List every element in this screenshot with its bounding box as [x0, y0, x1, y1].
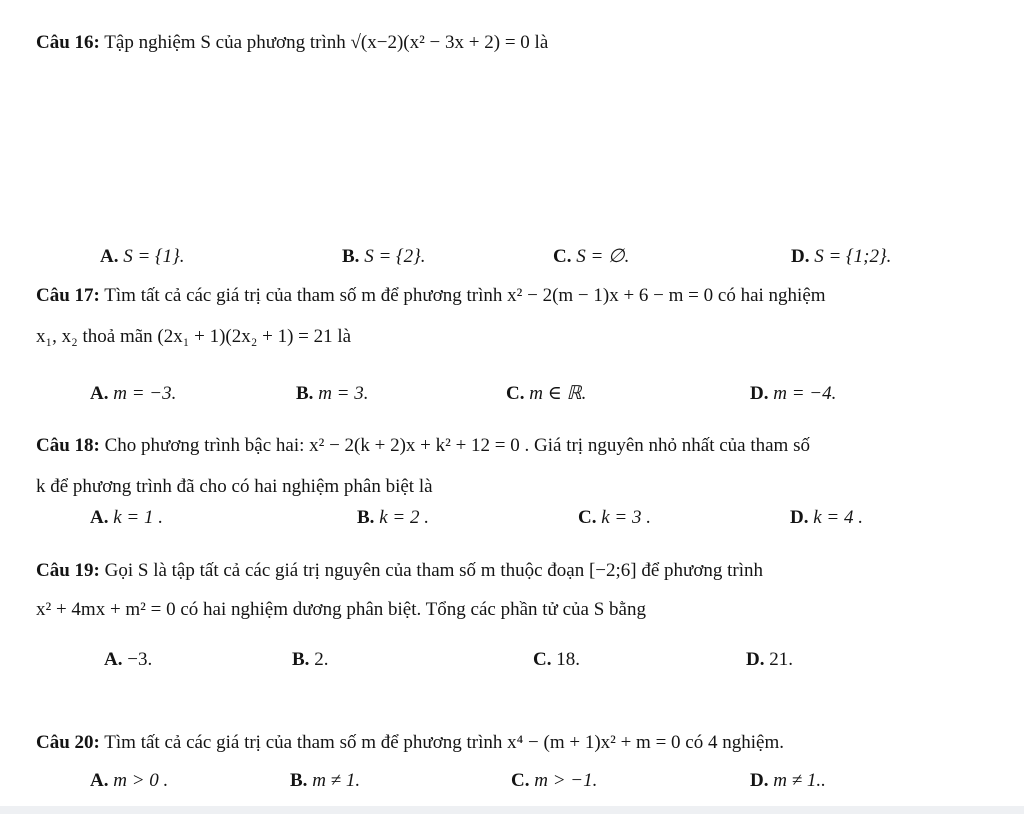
q19-option-a-text: −3.	[127, 649, 153, 670]
q18-label: Câu 18:	[36, 435, 100, 456]
q16-option-b-text: S = {2}.	[364, 246, 426, 267]
q20-option-d-text: m ≠ 1..	[773, 770, 826, 791]
q19-option-a	[104, 648, 152, 672]
q16-option-a-text: S = {1}.	[123, 246, 185, 267]
q20-option-d	[750, 769, 826, 793]
q20-label: Câu 20:	[36, 732, 100, 753]
q17-option-b-text: m = 3.	[318, 383, 369, 404]
q17-line-1: Tìm tất cả các giá trị của tham số m để phương trình x² − 2(m − 1)x + 6 − m = 0 có hai nghiệm	[104, 285, 826, 306]
q16-option-d	[791, 245, 891, 269]
q19-stem-line-2	[36, 598, 646, 622]
page-bottom-band	[0, 806, 1024, 814]
q19-line-1: Gọi S là tập tất cả các giá trị nguyên của tham số m thuộc đoạn [−2;6] để phương trình	[104, 560, 764, 581]
q17-option-c-text: m ∈ ℝ.	[529, 383, 587, 404]
q20-option-c	[511, 769, 597, 793]
q20-option-a	[90, 769, 168, 793]
q17-option-c-letter: C.	[506, 383, 525, 404]
q17-option-d	[750, 382, 836, 406]
q16-option-b-letter: B.	[342, 246, 360, 267]
q16-option-d-text: S = {1;2}.	[814, 246, 892, 267]
q18-option-d	[790, 506, 863, 530]
q20-option-a-text: m > 0 .	[113, 770, 169, 791]
q18-option-b-text: k = 2 .	[379, 507, 429, 528]
q18-stem-line-1	[36, 434, 810, 458]
q19-line-2: x² + 4mx + m² = 0 có hai nghiệm dương phân biệt. Tổng các phần tử của S bằng	[36, 599, 646, 620]
q17-option-b	[296, 382, 368, 406]
q19-option-b	[292, 648, 328, 672]
q16-option-c-text: S = ∅.	[576, 246, 630, 267]
q20-option-a-letter: A.	[90, 770, 109, 791]
q19-option-c-text: 18.	[556, 649, 580, 670]
q19-option-c	[533, 648, 580, 672]
q16-option-d-letter: D.	[791, 246, 810, 267]
q19-option-d	[746, 648, 793, 672]
q17-label: Câu 17:	[36, 285, 100, 306]
q18-line-2: k để phương trình đã cho có hai nghiệm phân biệt là	[36, 476, 433, 497]
q19-stem-line-1	[36, 559, 763, 583]
q18-option-c-letter: C.	[578, 507, 597, 528]
q18-option-a	[90, 506, 163, 530]
q17-line-2: x₁, x₂ thoả mãn (2x₁ + 1)(2x₂ + 1) = 21 là	[36, 326, 352, 347]
q18-stem-line-2	[36, 475, 433, 499]
q20-stem	[36, 731, 784, 755]
q16-option-c-letter: C.	[553, 246, 572, 267]
q16-option-a-letter: A.	[100, 246, 119, 267]
q17-option-a	[90, 382, 176, 406]
q17-option-c	[506, 382, 586, 406]
q18-option-d-letter: D.	[790, 507, 809, 528]
q20-option-b	[290, 769, 360, 793]
q17-option-b-letter: B.	[296, 383, 314, 404]
q16-stem	[36, 31, 548, 55]
q18-option-d-text: k = 4 .	[813, 507, 863, 528]
q17-option-a-letter: A.	[90, 383, 109, 404]
q18-option-c-text: k = 3 .	[601, 507, 651, 528]
q19-option-c-letter: C.	[533, 649, 552, 670]
q18-option-a-text: k = 1 .	[113, 507, 163, 528]
q17-option-a-text: m = −3.	[113, 383, 177, 404]
q16-option-c	[553, 245, 629, 269]
q20-option-c-letter: C.	[511, 770, 530, 791]
q20-option-b-letter: B.	[290, 770, 308, 791]
q17-option-d-letter: D.	[750, 383, 769, 404]
q16-line-1: Tập nghiệm S của phương trình √(x−2)(x² − 3x + 2) = 0 là	[104, 32, 549, 53]
q17-stem-line-1	[36, 284, 826, 308]
q19-label: Câu 19:	[36, 560, 100, 581]
q18-line-1: Cho phương trình bậc hai: x² − 2(k + 2)x + k² + 12 = 0 . Giá trị nguyên nhỏ nhất của tham số	[104, 435, 810, 456]
q16-label: Câu 16:	[36, 32, 100, 53]
q17-option-d-text: m = −4.	[773, 383, 837, 404]
q18-option-b-letter: B.	[357, 507, 375, 528]
q17-stem-line-2	[36, 325, 351, 349]
q20-option-d-letter: D.	[750, 770, 769, 791]
q20-option-c-text: m > −1.	[534, 770, 598, 791]
q19-option-b-text: 2.	[314, 649, 329, 670]
q19-option-b-letter: B.	[292, 649, 310, 670]
q19-option-d-text: 21.	[769, 649, 793, 670]
q18-option-a-letter: A.	[90, 507, 109, 528]
q19-option-d-letter: D.	[746, 649, 765, 670]
q19-option-a-letter: A.	[104, 649, 123, 670]
q16-option-b	[342, 245, 425, 269]
q18-option-c	[578, 506, 651, 530]
q20-option-b-text: m ≠ 1.	[312, 770, 361, 791]
q18-option-b	[357, 506, 429, 530]
q16-option-a	[100, 245, 185, 269]
q20-line-1: Tìm tất cả các giá trị của tham số m để phương trình x⁴ − (m + 1)x² + m = 0 có 4 nghiệm.	[104, 732, 784, 753]
